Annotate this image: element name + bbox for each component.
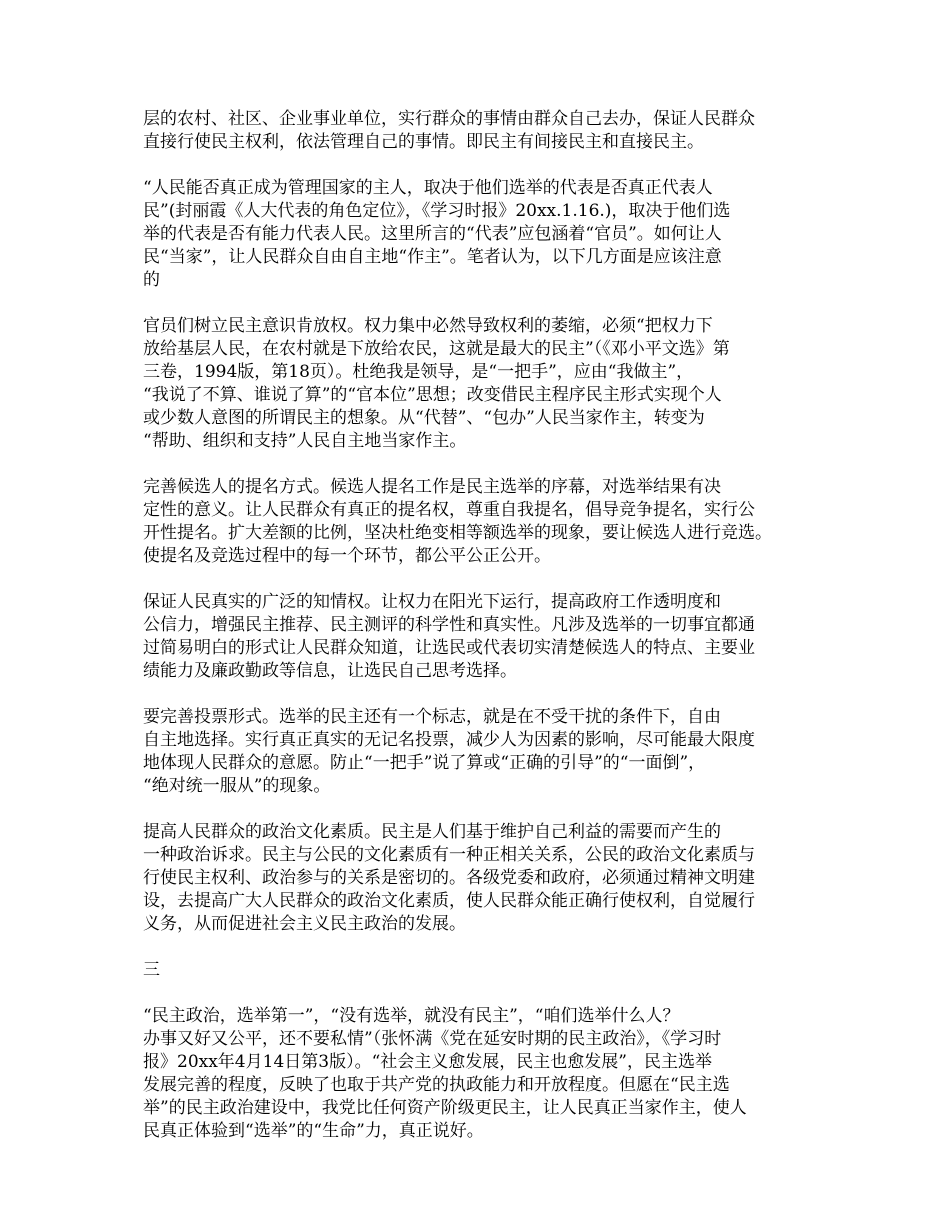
paragraph [143,476,823,568]
text-line: 民“当家”，让人民群众自由自主地“作主”。笔者认为，以下几方面是应该注意 [143,247,722,267]
text-line: 发展完善的程度，反映了也取于共产党的执政能力和开放程度。但愿在“民主选 [143,1075,730,1095]
text-line: “人民能否真正成为管理国家的主人，取决于他们选举的代表是否真正代表人 [143,178,713,198]
text-line: 办事又好又公平，还不要私情”（张怀满《党在延安时期的民主政治》，《学习时 [143,1029,722,1049]
text-line: 民”(封丽霞《人大代表的角色定位》，《学习时报》20xx.1.16.)，取决于他们选 [143,201,731,221]
text-line: 完善候选人的提名方式。候选人提名工作是民主选举的序幕，对选举结果有决 [143,477,721,497]
text-line: 设，去提高广大人民群众的政治文化素质，使人民群众能正确行使权利，自觉履行 [143,891,755,911]
text-line: 三 [143,960,160,980]
text-line: 自主地选择。实行真正真实的无记名投票，减少人为因素的影响，尽可能最大限度 [143,730,755,750]
text-line: 层的农村、社区、企业事业单位，实行群众的事情由群众自己去办，保证人民群众 [143,109,755,129]
document-body [143,108,823,1166]
text-line: 提高人民群众的政治文化素质。民主是人们基于维护自己利益的需要而产生的 [143,822,721,842]
paragraph [143,315,823,453]
text-line: 行使民主权利、政治参与的关系是密切的。各级党委和政府，必须通过精神文明建 [143,868,755,888]
text-line: 定性的意义。让人民群众有真正的提名权，尊重自我提名，倡导竞争提名，实行公 [143,500,755,520]
text-line: 保证人民真实的广泛的知情权。让权力在阳光下运行，提高政府工作透明度和 [143,592,721,612]
text-line: 举的代表是否有能力代表人民。这里所言的“代表”应包涵着“官员”。如何让人 [143,224,722,244]
text-line: “民主政治，选举第一”，“没有选举，就没有民主”，“咱们选举什么人？ [143,1006,680,1026]
text-line: “我说了不算、谁说了算”的“官本位”思想；改变借民主程序民主形式实现个人 [143,385,722,405]
paragraph [143,108,823,154]
text-line: 一种政治诉求。民主与公民的文化素质有一种正相关关系，公民的政治文化素质与 [143,845,755,865]
text-line: 过简易明白的形式让人民群众知道，让选民或代表切实清楚候选人的特点、主要业 [143,638,755,658]
text-line: 或少数人意图的所谓民主的想象。从“代替”、“包办”人民当家作主，转变为 [143,408,705,428]
text-line: 义务，从而促进社会主义民主政治的发展。 [143,914,466,934]
paragraph [143,821,823,936]
text-line: 开性提名。扩大差额的比例，坚决杜绝变相等额选举的现象，要让候选人进行竞选。 [143,523,772,543]
text-line: 的 [143,270,160,290]
paragraph [143,1005,823,1143]
text-line: 公信力，增强民主推荐、民主测评的科学性和真实性。凡涉及选举的一切事宜都通 [143,615,755,635]
text-line: 直接行使民主权利，依法管理自己的事情。即民主有间接民主和直接民主。 [143,132,704,152]
text-line: 报》20xx年4月14日第3版）。“社会主义愈发展，民主也愈发展”，民主选举 [143,1052,712,1072]
text-line: 三卷，1994版，第18页）。杜绝我是领导，是“一把手”，应由“我做主”， [143,362,694,382]
paragraph [143,177,823,292]
text-line: “绝对统一服从”的现象。 [143,776,331,796]
text-line: 官员们树立民主意识肯放权。权力集中必然导致权利的萎缩，必须“把权力下 [143,316,713,336]
text-line: 要完善投票形式。选举的民主还有一个标志，就是在不受干扰的条件下，自由 [143,707,721,727]
text-line: 民真正体验到“选举”的“生命”力，真正说好。 [143,1121,484,1141]
text-line: “帮助、组织和支持”人民自主地当家作主。 [143,431,467,451]
text-line: 绩能力及廉政勤政等信息，让选民自己思考选择。 [143,661,517,681]
text-line: 地体现人民群众的意愿。防止“一把手”说了算或“正确的引导”的“一面倒”， [143,753,706,773]
paragraph [143,959,823,982]
text-line: 举”的民主政治建设中，我党比任何资产阶级更民主，让人民真正当家作主，使人 [143,1098,747,1118]
paragraph [143,706,823,798]
paragraph [143,591,823,683]
text-line: 使提名及竞选过程中的每一个环节，都公平公正公开。 [143,546,551,566]
text-line: 放给基层人民，在农村就是下放给农民，这就是最大的民主”（《邓小平文选》第 [143,339,730,359]
